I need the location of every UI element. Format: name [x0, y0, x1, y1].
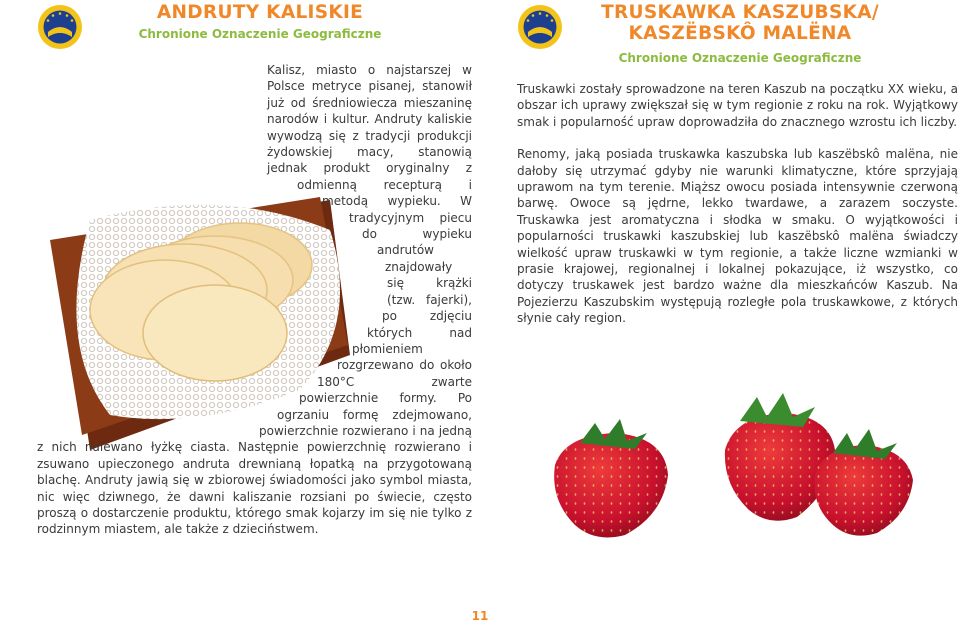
right-title-line2: KASZËBSKÔ MALËNA [628, 23, 852, 44]
left-body-text: Kalisz, miasto o najstarszej w Polsce metryce pisanej, stanowił już od średniowiecza mieszaninę narodów i kultur. Andruty kaliskie wywodzą się z tradycji produkcji żydowskiej macy, stanowią jednak produkt oryginalny z odmienną recepturą i metodą wypieku. W tradycyjnym piecu do wypieku andrutów znajdowały się krążki (tzw. fajerki), po zdjęciu których nad płomieniem rozgrzewano do około 180°C zwarte powierzchnie formy. Po ogrzaniu formę zdejmowano, powierzchnie rozwierano i na jedną z nich nalewano łyżkę ciasta. Następnie powierzchnię rozwierano i zsuwano upieczonego andruta drewnianą łopatką na przygotowaną blachę. Andruty jawią się w zbiorowej świadomości jako symbol miasta, nic więc dziwnego, że dawni kaliszanie rozsiani po świecie, często proszą o dostarczenie produktu, którego smak kojarzy im się nie tylko z rodzinnym miastem, ale także z dzieciństwem. [37, 63, 472, 537]
left-subtitle: Chronione Oznaczenie Geograficzne [138, 27, 382, 41]
page-number: 11 [471, 609, 489, 623]
right-title-line1: TRUSKAWKA KASZUBSKA/ [601, 2, 879, 23]
pgi-eu-logo-icon [37, 4, 83, 50]
right-paragraph: Renomy, jaką posiada truskawka kaszubska lub kaszëbskô malëna, nie dałoby się utrzymać gdyby nie warunki klimatyczne, które sprzyjają uprawom na tym terenie. Miąższ owocu posiada intensywnie czerwoną barwę. Owoce są jędrne, lekko twardawe, a zarazem soczyste. Truskawka jest aromatyczna i słodka w smaku. O wyjątkowości i popularności truskawki kaszubskiej lub kaszëbskô malëna świadczy wielkość upraw truskawki w tym regionie, a także liczne wzmianki w prasie krajowej, regionalnej i lokalnej pokazujące, iż wszystko, co dotyczy truskawek jest bardzo ważne dla mieszkańców Kaszub. Na Pojezierzu Kaszubskim występują rozległe pola truskawkowe, z których słynie cały region. [517, 147, 958, 326]
right-body-text [517, 81, 958, 343]
pgi-eu-logo-icon [517, 4, 563, 50]
right-paragraph: Truskawki zostały sprowadzone na teren Kaszub na początku XX wieku, a obszar ich uprawy zwiększał się w tym regionie z roku na rok. Wyjątkowy smak i popularność upraw doprowadziła do znacznego wzrostu ich liczby. [517, 82, 958, 129]
left-title: ANDRUTY KALISKIE [156, 2, 364, 23]
right-subtitle: Chronione Oznaczenie Geograficzne [618, 51, 862, 65]
right-title [590, 2, 890, 44]
strawberries-illustration [535, 355, 945, 555]
